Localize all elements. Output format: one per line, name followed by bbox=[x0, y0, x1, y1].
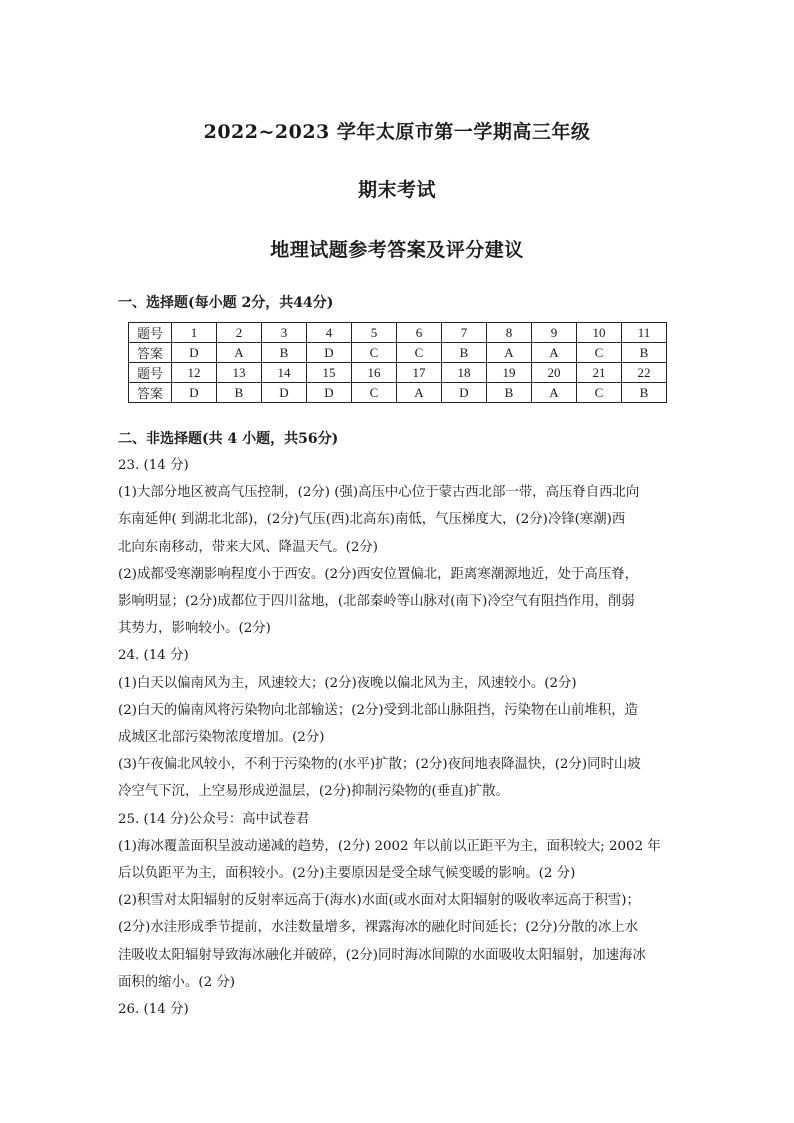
answer-table-cell: 5 bbox=[352, 323, 397, 343]
answer-table-row bbox=[129, 323, 667, 343]
answer-table-cell: 9 bbox=[532, 323, 577, 343]
question-header: 23. (14 分) bbox=[118, 458, 189, 473]
answer-table-cell: 14 bbox=[262, 363, 307, 383]
answer-line: (1)大部分地区被高气压控制，(2分) (强)高压中心位于蒙古西北部一带，高压脊自西北向 bbox=[118, 485, 640, 501]
question-header: 25. (14 分)公众号：高中试卷君 bbox=[118, 811, 310, 827]
answer-table-cell: 1 bbox=[172, 323, 217, 343]
answer-table-cell: C bbox=[577, 343, 622, 363]
answer-table-cell: 2 bbox=[217, 323, 262, 343]
answer-table-cell: 12 bbox=[172, 363, 217, 383]
answer-table-row bbox=[129, 343, 667, 363]
answer-line: 影响明显；(2分)成都位于四川盆地，(北部秦岭等山脉对(南下)冷空气有阻挡作用，削弱 bbox=[118, 594, 635, 610]
answer-table-cell: 7 bbox=[442, 323, 487, 343]
answer-line: 东南延伸( 到湖北北部)，(2分)气压(西)北高东)南低，气压梯度大，(2分)冷锋(寒潮)西 bbox=[118, 512, 626, 528]
answer-table-cell: B bbox=[622, 343, 667, 363]
answer-line: (2分)水洼形成季节提前，水洼数量增多，裸露海冰的融化时间延长；(2分)分散的冰上水 bbox=[118, 920, 638, 936]
answer-table-cell: B bbox=[622, 383, 667, 403]
answer-table-cell: B bbox=[442, 343, 487, 363]
answer-table-cell: B bbox=[217, 383, 262, 403]
answer-table-cell: D bbox=[307, 343, 352, 363]
answer-table-cell: 20 bbox=[532, 363, 577, 383]
answer-table-cell: A bbox=[532, 343, 577, 363]
answer-table-cell: C bbox=[397, 343, 442, 363]
answer-table-cell: 21 bbox=[577, 363, 622, 383]
question-header: 26. (14 分) bbox=[118, 1002, 189, 1018]
answer-table-cell: A bbox=[397, 383, 442, 403]
answer-line: (3)午夜偏北风较小，不利于污染物的(水平)扩散；(2分)夜间地表降温快，(2分)同时山坡 bbox=[118, 757, 641, 773]
answer-table-cell: 19 bbox=[487, 363, 532, 383]
title-line-3: 地理试题参考答案及评分建议 bbox=[270, 239, 524, 261]
answer-table-cell: 16 bbox=[352, 363, 397, 383]
answer-line: 北向东南移动，带来大风、降温天气。(2分) bbox=[118, 539, 378, 555]
answer-line: 其势力，影响较小。(2分) bbox=[118, 621, 271, 637]
answer-table-row bbox=[129, 363, 667, 383]
answer-table-cell: 6 bbox=[397, 323, 442, 343]
answer-line: 冷空气下沉，上空易形成逆温层，(2分)抑制污染物的(垂直)扩散。 bbox=[118, 784, 509, 800]
answer-line: 洼吸收太阳辐射导致海冰融化并破碎，(2分)同时海冰间隙的水面吸收太阳辐射，加速海冰 bbox=[118, 947, 646, 963]
section-heading-choice: 一、选择题(每小题 2分，共44分) bbox=[118, 295, 334, 311]
section-heading-nonchoice: 二、非选择题(共 4 小题，共56分) bbox=[118, 431, 339, 447]
title-line-1: 2022~2023 学年太原市第一学期高三年级 bbox=[203, 121, 591, 143]
answer-body bbox=[118, 452, 678, 1023]
answer-table-row-label: 题号 bbox=[129, 323, 172, 343]
answer-line: (1)白天以偏南风为主，风速较大；(2分)夜晚以偏北风为主，风速较小。(2分) bbox=[118, 675, 577, 691]
answer-line: (2)积雪对太阳辐射的反射率远高于(海水)水面(或水面对太阳辐射的吸收率远高于积雪)； bbox=[118, 893, 640, 909]
answer-table-cell: 8 bbox=[487, 323, 532, 343]
answer-table-cell: 17 bbox=[397, 363, 442, 383]
answer-line: (2)白天的偏南风将污染物向北部输送；(2分)受到北部山脉阻挡，污染物在山前堆积，造 bbox=[118, 702, 638, 718]
answer-table-cell: C bbox=[352, 383, 397, 403]
answer-table-row-label: 题号 bbox=[129, 363, 172, 383]
answer-line: (2)成都受寒潮影响程度小于西安。(2分)西安位置偏北，距离寒潮源地近，处于高压脊， bbox=[118, 566, 638, 582]
answer-table-row-label: 答案 bbox=[129, 343, 172, 363]
answer-table-cell: 3 bbox=[262, 323, 307, 343]
answer-table-cell: A bbox=[217, 343, 262, 363]
answer-line: 后以负距平为主，面积较小。(2分)主要原因是受全球气候变暖的影响。(2 分) bbox=[118, 866, 576, 882]
answer-line: (1)海冰覆盖面积呈波动递减的趋势，(2分) 2002 年以前以正距平为主，面积较大; 2002 年 bbox=[118, 838, 661, 854]
answer-table-cell: 18 bbox=[442, 363, 487, 383]
answer-table-cell: D bbox=[442, 383, 487, 403]
answer-table-cell: B bbox=[487, 383, 532, 403]
answer-table-cell: 10 bbox=[577, 323, 622, 343]
answer-line: 成城区北部污染物浓度增加。(2分) bbox=[118, 730, 325, 746]
answer-table-cell: 22 bbox=[622, 363, 667, 383]
answer-table-cell: A bbox=[487, 343, 532, 363]
answer-table-cell: 11 bbox=[622, 323, 667, 343]
answer-table-cell: C bbox=[577, 383, 622, 403]
answer-table-cell: D bbox=[172, 383, 217, 403]
answer-table-cell: 13 bbox=[217, 363, 262, 383]
answer-table-cell: B bbox=[262, 343, 307, 363]
answer-line: 面积的缩小。(2 分) bbox=[118, 974, 235, 990]
answer-table-row bbox=[129, 383, 667, 403]
answer-table-row-label: 答案 bbox=[129, 383, 172, 403]
answer-table-cell: D bbox=[172, 343, 217, 363]
title-line-2: 期末考试 bbox=[357, 179, 436, 201]
answer-table-cell: D bbox=[262, 383, 307, 403]
answer-table-cell: D bbox=[307, 383, 352, 403]
answer-table-cell: 4 bbox=[307, 323, 352, 343]
answer-table-cell: A bbox=[532, 383, 577, 403]
answer-table-cell: 15 bbox=[307, 363, 352, 383]
answer-table bbox=[128, 322, 667, 403]
answer-table-cell: C bbox=[352, 343, 397, 363]
question-header: 24. (14 分) bbox=[118, 648, 189, 664]
